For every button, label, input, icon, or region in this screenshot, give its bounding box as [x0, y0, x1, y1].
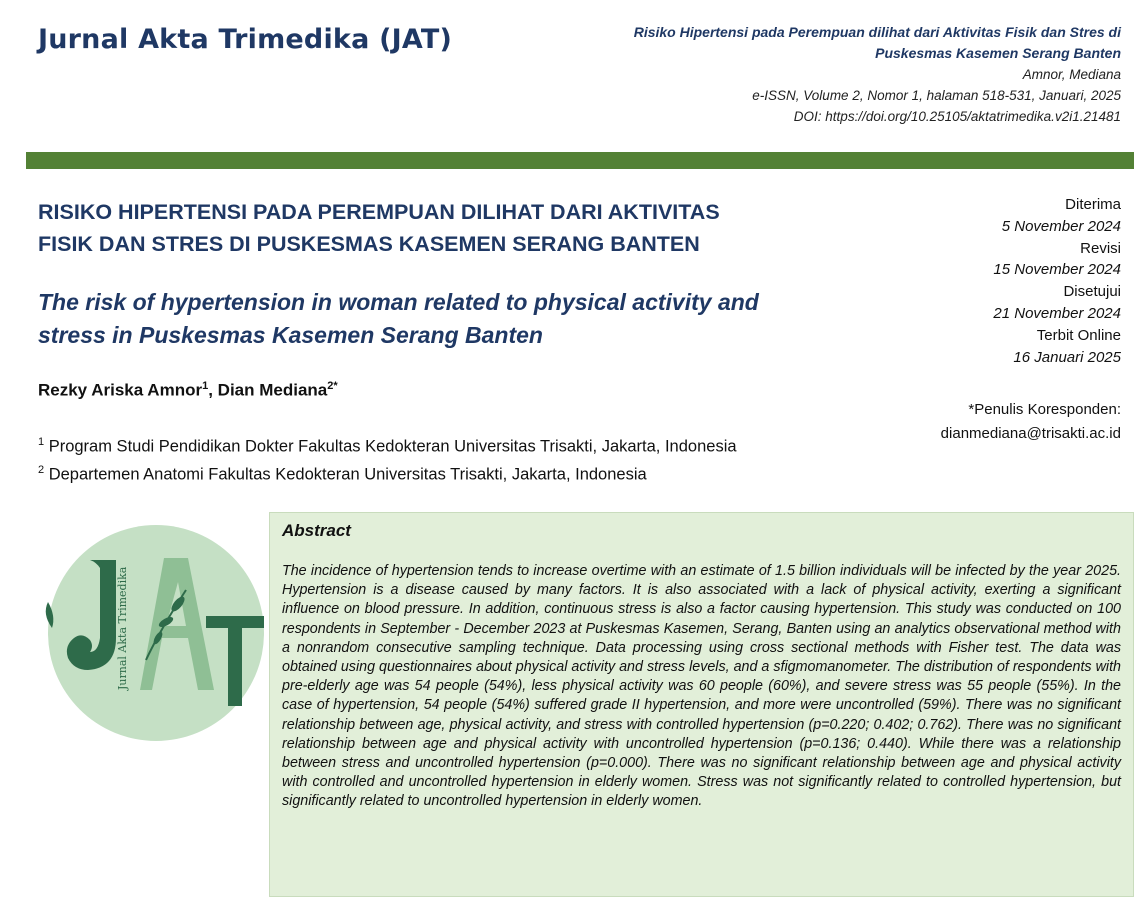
published-date: 16 Januari 2025: [1013, 348, 1121, 366]
abstract-body: The incidence of hypertension tends to increase overtime with an estimate of 1.5 billion individuals will be infected by the year 2025. Hypertension is a disease caused by many factors. It is also associated with a lack of physical activity, exerting a significant influence on blood pressure. In addition, continuous stress is also a factor causing hypertension. This study was conducted on 100 respondents in September - December 2023 at Puskesmas Kasemen, Serang, Banten using an analytics observational method with a nonrandom consecutive sampling technique. Data processing using cross sectional methods with Fisher test. The data was obtained using questionnaires about physical activity and stress levels, and a sfigmomanometer. The distribution of respondents with pre-elderly age was 54 people (54%), less physical activity was 60 people (60%), and severe stress was 55 people (55%). In the case of hypertension, 54 people (54%) suffered grade II hypertension, and more were uncontrolled (59%). There was no significant relationship between age, physical activity, and stress with controlled hypertension (p=0.220; 0.402; 0.762). There was no significant relationship between age and physical activity with uncontrolled hypertension (p=0.136; 0.440). While there was a relationship between stress and uncontrolled hypertension (p=0.000). There was no significant relationship between age and physical activity with controlled and uncontrolled hypertension in elderly women. Stress was not significantly related to controlled hypertension, but significantly related to uncontrolled hypertension in elderly women.: [282, 563, 1121, 810]
doi-link[interactable]: DOI: https://doi.org/10.25105/aktatrimedika.v2i1.21481: [793, 109, 1121, 124]
affiliation-1: [38, 436, 737, 457]
received-date: 5 November 2024: [1001, 217, 1121, 235]
author-separator: ,: [208, 380, 218, 400]
title-id-line2: FISIK DAN STRES DI PUSKESMAS KASEMEN SERANG BANTEN: [38, 232, 700, 256]
running-title-line2: Puskesmas Kasemen Serang Banten: [875, 45, 1121, 61]
author-2: Dian Mediana: [217, 380, 328, 400]
article-title-english: [38, 286, 838, 352]
article-title-indonesian: [38, 196, 818, 260]
revised-label: Revisi: [1080, 239, 1121, 257]
running-title-line1: Risiko Hipertensi pada Perempuan dilihat dari Aktivitas Fisik dan Stres di: [633, 24, 1121, 40]
accepted-label: Disetujui: [1063, 283, 1121, 301]
article-dates: [881, 194, 1121, 368]
published-label: Terbit Online: [1036, 326, 1121, 344]
logo-vertical-text: Jurnal Akta Trimedika: [116, 566, 129, 690]
author-list: [38, 380, 338, 401]
title-id-line1: RISIKO HIPERTENSI PADA PEREMPUAN DILIHAT DARI AKTIVITAS: [38, 200, 720, 224]
corresponding-label: *Penulis Koresponden:: [968, 401, 1121, 418]
abstract-section: [269, 512, 1134, 897]
affiliation-1-text: Program Studi Pendidikan Dokter Fakultas Kedokteran Universitas Trisakti, Jakarta, Indonesia: [44, 437, 737, 456]
revised-date: 15 November 2024: [993, 261, 1121, 279]
abstract-heading: Abstract: [282, 521, 351, 540]
author-2-affil: 2*: [327, 380, 338, 392]
journal-logo: [38, 520, 268, 750]
corresponding-author: [821, 398, 1121, 446]
accepted-date: 21 November 2024: [993, 304, 1121, 322]
header-divider-bar: [26, 152, 1134, 169]
received-label: Diterima: [1065, 196, 1121, 213]
issue-info: e-ISSN, Volume 2, Nomor 1, halaman 518-531, Januari, 2025: [752, 88, 1121, 103]
affiliation-2-number: 2: [38, 464, 45, 476]
running-authors: Amnor, Mediana: [1022, 67, 1121, 82]
title-en-line1: The risk of hypertension in woman related to physical activity and: [38, 289, 759, 315]
affiliation-1-number: 1: [38, 436, 45, 448]
author-1-affil: 1: [202, 380, 209, 392]
author-1: Rezky Ariska Amnor: [38, 380, 203, 400]
corresponding-email[interactable]: dianmediana@trisakti.ac.id: [940, 425, 1121, 442]
running-header: [501, 22, 1121, 127]
affiliation-2-text: Departemen Anatomi Fakultas Kedokteran Universitas Trisakti, Jakarta, Indonesia: [44, 465, 647, 484]
journal-name: Jurnal Akta Trimedika (JAT): [38, 24, 453, 55]
title-en-line2: stress in Puskesmas Kasemen Serang Banten: [38, 322, 543, 348]
affiliation-2: [38, 464, 647, 485]
